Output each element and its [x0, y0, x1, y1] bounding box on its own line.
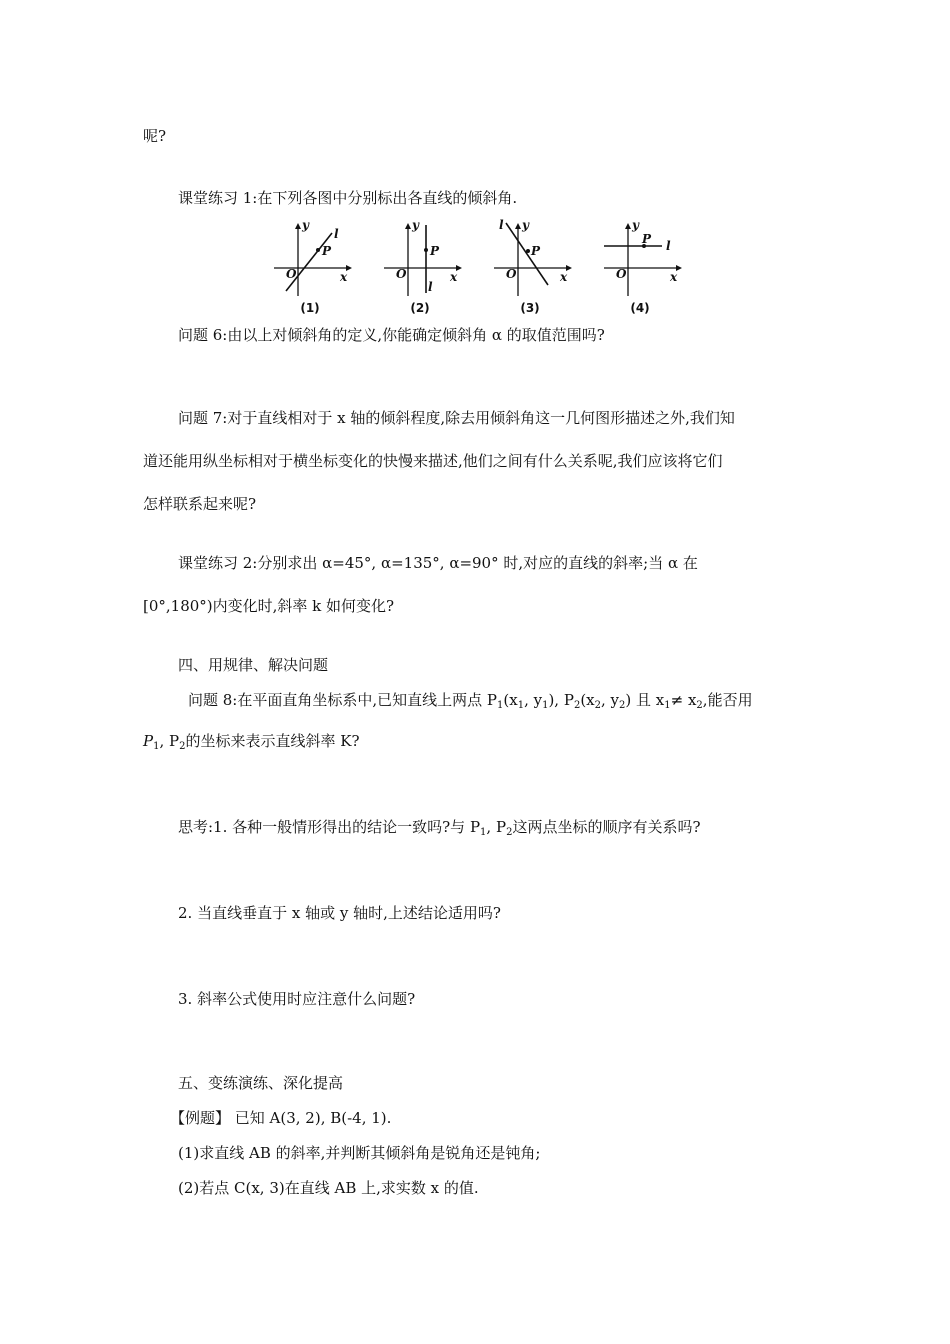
origin-label: O: [396, 267, 407, 281]
subscript: 2: [594, 700, 601, 711]
figure-2: [378, 213, 474, 323]
subscript: 1: [480, 827, 487, 838]
text-part: 问题 8:在平面直角坐标系中,已知直线上两点 P: [188, 691, 497, 709]
text-part: 思考:1. 各种一般情形得出的结论一致吗?与 P: [178, 818, 481, 836]
text-part: 的坐标来表示直线斜率 K?: [185, 732, 360, 750]
think-3: 3. 斜率公式使用时应注意什么问题?: [178, 990, 416, 1008]
text-part: 这两点坐标的顺序有关系吗?: [512, 818, 701, 836]
line-label: l: [428, 280, 433, 294]
figure-1: [268, 213, 364, 323]
origin-label: O: [506, 267, 517, 281]
line-label: l: [499, 218, 504, 232]
text-part: ), P: [548, 691, 574, 709]
exercise-2-line-1: 课堂练习 2:分别求出 α=45°, α=135°, α=90° 时,对应的直线的斜率;当 α 在: [178, 554, 698, 572]
axis-label-y: y: [632, 218, 639, 232]
example-part-2: (2)若点 C(x, 3)在直线 AB 上,求实数 x 的值.: [178, 1179, 479, 1197]
axis-label-y: y: [412, 218, 419, 232]
question-7-line-3: 怎样联系起来呢?: [143, 495, 257, 513]
think-2: 2. 当直线垂直于 x 轴或 y 轴时,上述结论适用吗?: [178, 904, 501, 922]
question-7-line-2: 道还能用纵坐标相对于横坐标变化的快慢来描述,他们之间有什么关系呢,我们应该将它们: [143, 452, 723, 470]
axis-label-x: x: [560, 270, 568, 284]
text-line: 呢?: [143, 127, 167, 145]
subscript: 2: [179, 741, 186, 752]
line-label: l: [334, 227, 339, 241]
figure-caption: (1): [300, 301, 320, 315]
subscript: 1: [664, 700, 671, 711]
axis-label-x: x: [340, 270, 348, 284]
subscript: 2: [619, 700, 626, 711]
origin-label: O: [616, 267, 627, 281]
exercise-1-text: 课堂练习 1:在下列各图中分别标出各直线的倾斜角.: [178, 189, 518, 207]
section-heading-5: 五、变练演练、深化提高: [178, 1074, 344, 1092]
axis-label-y: y: [522, 218, 529, 232]
figure-3: [488, 213, 584, 323]
axis-label-x: x: [450, 270, 458, 284]
text-part: (x: [503, 691, 518, 709]
figure-4: [598, 213, 694, 323]
figure-caption: (2): [410, 301, 430, 315]
figure-caption: (3): [520, 301, 540, 315]
figure-caption: (4): [630, 301, 650, 315]
subscript: 2: [506, 827, 513, 838]
example-part-1: (1)求直线 AB 的斜率,并判断其倾斜角是锐角还是钝角;: [178, 1144, 541, 1162]
question-7-line-1: 问题 7:对于直线相对于 x 轴的倾斜程度,除去用倾斜角这一几何图形描述之外,我们知: [178, 409, 735, 427]
text-part: ) 且 x: [625, 691, 665, 709]
point-label: P: [642, 232, 652, 246]
line-label: l: [666, 239, 671, 253]
text-part: P: [143, 732, 154, 750]
section-heading-4: 四、用规律、解决问题: [178, 656, 329, 674]
origin-label: O: [286, 267, 297, 281]
text-part: , P: [159, 732, 180, 750]
subscript: 2: [573, 700, 581, 711]
axis-label-y: y: [302, 218, 309, 232]
think-1: [178, 817, 700, 837]
question-6: 问题 6:由以上对倾斜角的定义,你能确定倾斜角 α 的取值范围吗?: [178, 326, 605, 344]
subscript: 1: [497, 700, 504, 711]
text-part: ,能否用: [702, 691, 753, 709]
point-label: P: [430, 244, 440, 258]
exercise-2-line-2: [0°,180°)内变化时,斜率 k 如何变化?: [143, 597, 395, 615]
text-part: ≠ x: [670, 691, 697, 709]
subscript: 2: [696, 700, 703, 711]
text-part: (x: [580, 691, 595, 709]
subscript: 1: [517, 700, 525, 711]
subscript: 1: [153, 741, 160, 752]
example-title: 【例题】 已知 A(3, 2), B(-4, 1).: [170, 1109, 392, 1127]
subscript: 1: [542, 700, 549, 711]
axis-label-x: x: [670, 270, 678, 284]
question-8-line-2: [143, 731, 360, 751]
slope-angle-figures: [268, 213, 688, 323]
point-label: P: [531, 244, 541, 258]
point-label: P: [322, 244, 332, 258]
text-part: , y: [524, 691, 543, 709]
question-8-line-1: [188, 690, 753, 710]
text-part: , y: [601, 691, 620, 709]
text-part: , P: [486, 818, 507, 836]
